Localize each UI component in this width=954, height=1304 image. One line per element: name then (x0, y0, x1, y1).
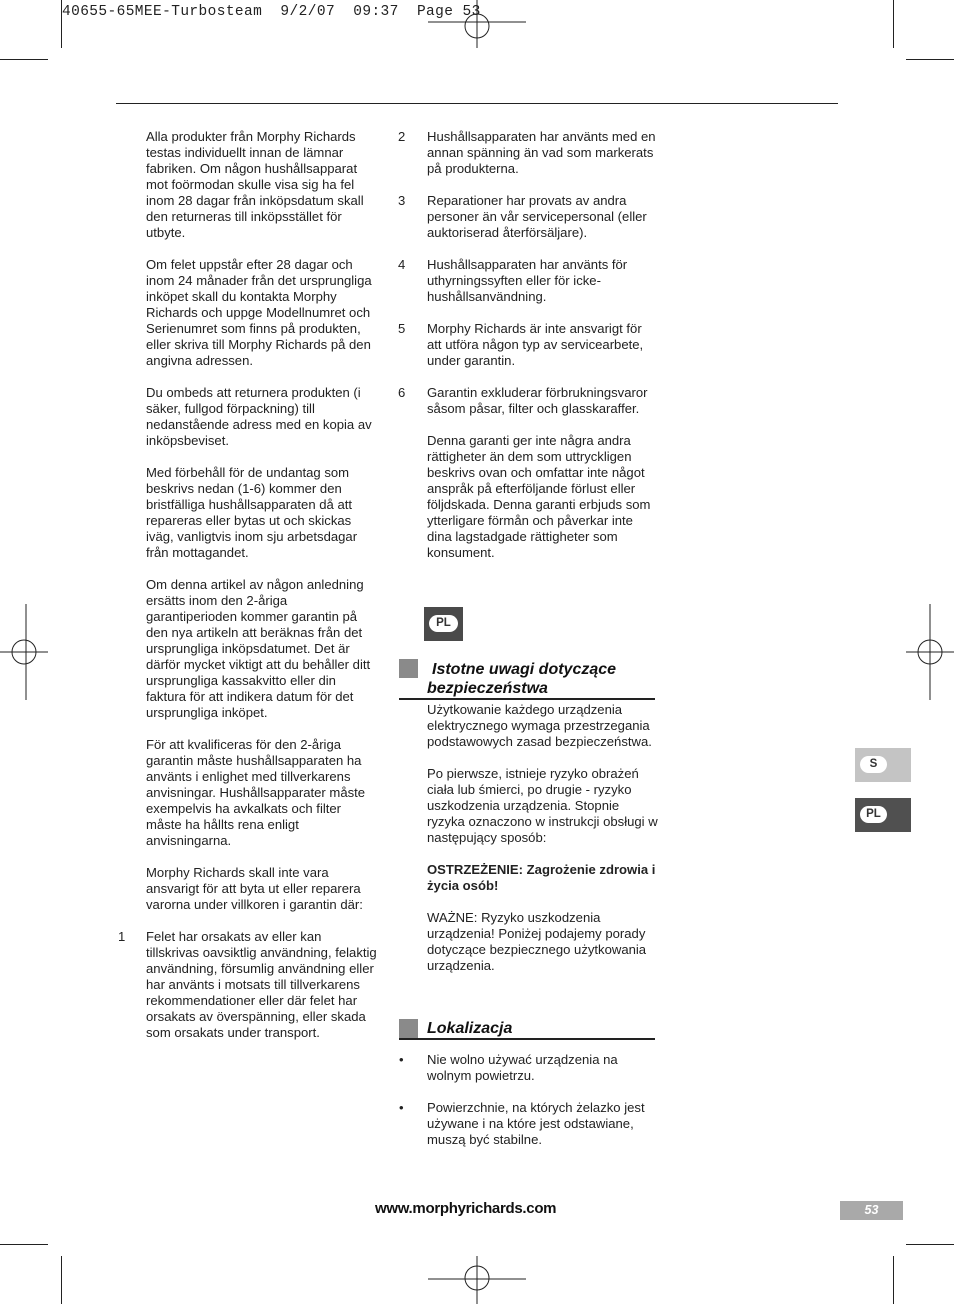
warning-text: OSTRZEŻENIE: Zagrożenie zdrowia i życia osób! (427, 862, 656, 893)
important-text: WAŻNE: Ryzyko uszkodzenia urządzenia! Poniżej podajemy porady dotyczące bezpiecznego użytkowania urządzenia. (427, 910, 647, 973)
list-number: 1 (118, 929, 126, 944)
paragraph: Morphy Richards skall inte vara ansvarigt för att byta ut eller reparera varorna under villkoren i garantin där: (146, 865, 363, 912)
list-number: 4 (398, 257, 406, 272)
section-body-location (399, 1052, 659, 1148)
paragraph: Om felet uppstår efter 28 dagar och inom 24 månader från det ursprungliga inköpet skall du kontakta Morphy Richards och uppge Modellnumret och Serienumret som finns på produkten, eller skriva till Morphy Richards på den angivna adressen. (146, 257, 372, 368)
section-heading-safety: Istotne uwagi dotyczące bezpieczeństwa (427, 661, 617, 697)
bullet-symbol: • (399, 1100, 404, 1115)
crop-mark (61, 1256, 62, 1304)
column-left (118, 129, 378, 1041)
print-header-stamp: 40655-65MEE-Turbosteam 9/2/07 09:37 Page 53 (62, 4, 481, 20)
list-item-text: Hushållsapparaten har använts med en annan spänning än vad som markerats på produkterna. (427, 129, 656, 176)
list-item (398, 385, 659, 417)
registration-mark-left (0, 604, 48, 700)
side-tab-label: PL (860, 806, 887, 823)
list-item (399, 1052, 659, 1084)
list-item-text: Powierzchnie, na których żelazko jest używane i na które jest odstawiane, muszą być stabilne. (427, 1100, 645, 1147)
list-item-text: Reparationer har provats av andra personer än vår servicepersonal (eller auktoriserad återförsäljare). (427, 193, 647, 240)
paragraph: För att kvalificeras för den 2-åriga garantin måste hushållsapparaten ha använts i enlighet med tillverkarens anvisningar. Hushållsapparater måste exempelvis ha avkalkats och filter måste ha hållts rena enligt anvisningarna. (146, 737, 366, 848)
list-item (118, 929, 378, 1041)
list-item (398, 257, 659, 305)
side-tab-s (855, 748, 911, 782)
list-number: 3 (398, 193, 406, 208)
crop-mark (893, 1256, 894, 1304)
list-item (398, 129, 659, 177)
registration-mark-right (906, 604, 954, 700)
paragraph: Użytkowanie każdego urządzenia elektrycznego wymaga przestrzegania podstawowych zasad bezpieczeństwa. (427, 702, 652, 749)
bullet-symbol: • (399, 1052, 404, 1067)
registration-mark-bottom (428, 1256, 526, 1304)
list-item-text: Nie wolno używać urządzenia na wolnym powietrzu. (427, 1052, 618, 1083)
crop-mark (0, 59, 48, 60)
crop-mark (0, 1244, 48, 1245)
section-body-safety (427, 702, 659, 990)
top-rule (116, 103, 838, 104)
section-heading-location: Lokalizacja (427, 1020, 513, 1037)
paragraph: Du ombeds att returnera produkten (i säker, fullgod förpackning) till nedanstående adress med en kopia av inköpsbeviset. (146, 385, 372, 448)
list-number: 6 (398, 385, 406, 400)
language-badge (424, 607, 463, 641)
side-tab-pl (855, 798, 911, 832)
crop-mark (893, 0, 894, 48)
paragraph: Alla produkter från Morphy Richards testas individuellt innan de lämnar fabriken. Om någon hushållsapparat mot foörmodan skulle visa sig ha fel inom 28 dagar från inköpsdatum skall den returneras till inköpsstället för utbyte. (146, 129, 364, 240)
list-item (399, 1100, 659, 1148)
paragraph: Med förbehåll för de undantag som beskrivs nedan (1-6) kommer den bristfälliga hushållsapparaten då att repareras eller bytas ut och skickas iväg, vanligtvis inom sju arbetsdagar från mottagandet. (146, 465, 358, 560)
section-heading-underline (399, 1038, 655, 1040)
list-item-text: Felet har orsakats av eller kan tillskrivas oavsiktlig användning, felaktig användning, försumlig användning eller har använts i motsats till tillverkarens rekommendationer eller där felet har orsakats av överspänning, eller skada som orsakats under transport. (146, 929, 377, 1040)
column-right (398, 129, 659, 577)
list-item (398, 321, 659, 369)
list-item-text: Hushållsapparaten har använts för uthyrningssyften eller för icke-hushållsanvändning. (427, 257, 628, 304)
footer-url: www.morphyrichards.com (375, 1200, 557, 1217)
warranty-closing: Denna garanti ger inte några andra rättigheter än dem som uttryckligen beskrivs ovan och omfattar inte något anspråk på efterföljande förlust eller följdskada. Denna garanti erbjuds som ytterligare förmån och påverkar inte dina lagstadgade rättigheter som konsument. (427, 433, 651, 560)
list-item-text: Morphy Richards är inte ansvarigt för att utföra någon typ av servicearbete, under garantin. (427, 321, 644, 368)
paragraph: Om denna artikel av någon anledning ersätts inom den 2-åriga garantiperioden kommer garantin på den nya artikeln att beräknas från det ursprungliga inköpsdatumet. Det är därför mycket viktigt att du behåller ditt ursprungliga kassakvitto eller din faktura för att indikera datum för det ursprungliga inköpet. (146, 577, 371, 720)
page-number: 53 (840, 1201, 903, 1220)
side-tab-label: S (860, 756, 887, 773)
language-badge-label: PL (429, 615, 458, 632)
list-number: 5 (398, 321, 406, 336)
list-item (398, 193, 659, 241)
crop-mark (906, 59, 954, 60)
section-heading-marker (399, 1019, 418, 1038)
list-item-text: Garantin exkluderar förbrukningsvaror såsom påsar, filter och glasskaraffer. (427, 385, 648, 416)
list-number: 2 (398, 129, 406, 144)
section-heading-marker (399, 659, 418, 678)
section-heading-underline (399, 698, 655, 700)
crop-mark (906, 1244, 954, 1245)
paragraph: Po pierwsze, istnieje ryzyko obrażeń ciała lub śmierci, po drugie - ryzyko uszkodzenia urządzenia. Stopnie ryzyka oznaczono w instrukcji obsługi w następujący sposób: (427, 766, 658, 845)
